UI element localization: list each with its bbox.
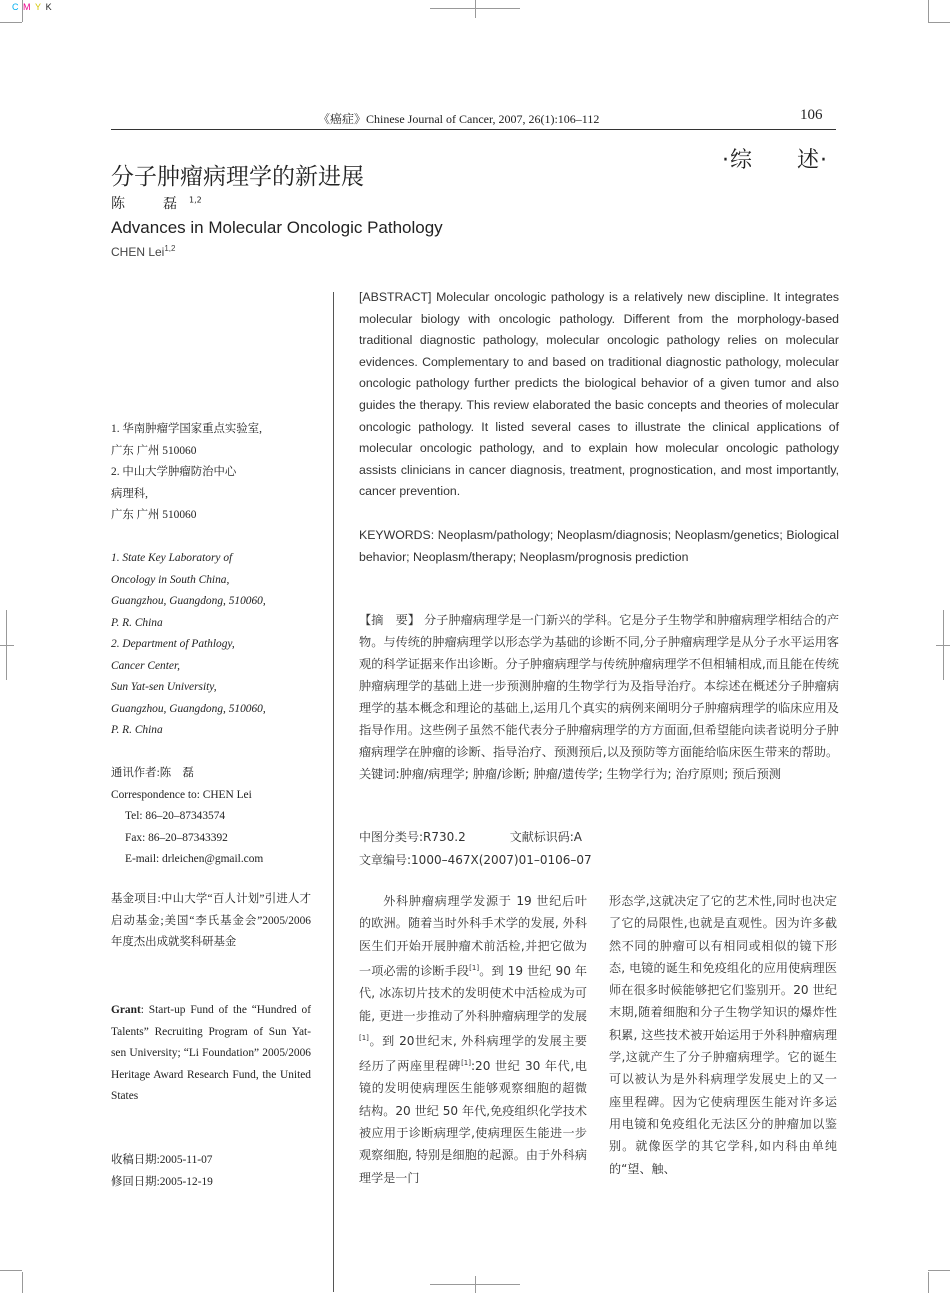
correspondence-cn: 通讯作者:陈 磊 <box>111 767 194 779</box>
keywords-cn: 关键词:肿瘤/病理学; 肿瘤/诊断; 肿瘤/遗传学; 生物学行为; 治疗原则; 预后预测 <box>359 767 781 781</box>
body-text: 外科肿瘤病理学发源于 19 世纪后叶的欧洲。随着当时外科手术学的发展, 外科医生们开始开展肿瘤术前活检,并把它做为一项必需的诊断手段 <box>359 894 587 978</box>
affiliation-line: 2. Department of Pathlogy, <box>111 638 235 650</box>
author-en-sup: 1,2 <box>164 244 176 253</box>
fax: Fax: 86–20–87343392 <box>125 831 228 844</box>
affiliation-line: Oncology in South China, <box>111 573 230 586</box>
grant-en-block <box>111 1000 311 1108</box>
author-cn-sup: 1,2 <box>189 195 202 205</box>
clc-number: 中图分类号:R730.2 <box>359 830 466 844</box>
body-text: :20 世纪 30 年代,电镜的发明使病理医生能够观察细胞的超微结构。20 世纪 50 年代,免疫组织化学技术被应用于诊断病理学,使病理医生能进一步观察细胞, 特别是细胞的起源。由于外科病理学是一门 <box>359 1059 587 1185</box>
received-date: 收稿日期:2005-11-07 <box>111 1154 213 1166</box>
affiliation-line: Sun Yat-sen University, <box>111 681 217 693</box>
crop-mark <box>0 1270 22 1271</box>
crop-mark <box>928 1272 929 1293</box>
correspondence-en: Correspondence to: CHEN Lei <box>111 788 252 801</box>
keywords-label: KEYWORDS: <box>359 528 435 542</box>
article-number: 文章编号:1000–467X(2007)01–0106–07 <box>359 853 592 867</box>
page-number: 106 <box>800 107 823 123</box>
fund-cn <box>111 889 311 954</box>
fund-cn-text: 基金项目:中山大学“百人计划”引进人才启动基金;美国“李氏基金会”2005/2006 年度杰出成就奖科研基金 <box>111 893 311 948</box>
crop-mark <box>0 645 14 646</box>
abstract-cn-text: 分子肿瘤病理学是一门新兴的学科。它是分子生物学和肿瘤病理学相结合的产物。与传统的肿瘤病理学以形态学为基础的诊断不同,分子肿瘤病理学是从分子水平运用客观的科学证据来作出诊断。分子肿瘤病理学与传统肿瘤病理学不但相辅相成,而且能在传统肿瘤病理学的基础上进一步预测肿瘤的生物学行为及指导治疗。本综述在概述分子肿瘤病理学的基本概念和理论的基础上,运用几个真实的病例来阐明分子肿瘤病理学的临床应用及指导作用。这些例子虽然不能代表分子肿瘤病理学的方方面面,但希望能向读者说明分子肿瘤病理学在肿瘤的诊断、指导治疗、预测预后,以及预防等方面能给临床医生带来的帮助。 <box>359 613 840 759</box>
citation[interactable]: [1] <box>359 1033 369 1042</box>
abstract-text: Molecular oncologic pathology is a relatively new discipline. It integrates molecular biology with oncologic pathology. Different from the morphology-based traditional diagnostic pathology, molecular oncologic pathology relies on molecular evidences. Complementary to and based on traditional diagnostic pathology, molecular oncologic pathology further predicts the biological behavior of a given tumor and also guides the therapy. This review elaborated the basic concepts and theories of molecular oncologic pathology. It listed several cases to illustrate the clinical applications of molecular oncologic pathology, and to explain how molecular oncologic pathology assists clinicians in cancer diagnosis, treatment, prognostication, and most importantly, cancer prevention. <box>359 290 839 499</box>
body-column-1 <box>359 890 587 1189</box>
dates <box>111 1150 321 1193</box>
running-header: 《癌症》Chinese Journal of Cancer, 2007, 26(1):106–112 <box>318 112 600 126</box>
crop-mark <box>475 0 476 18</box>
citation[interactable]: [1] <box>469 963 480 972</box>
abstract-en <box>359 287 839 503</box>
doc-code: 文献标识码:A <box>509 830 583 844</box>
body-column-2: 形态学,这就决定了它的艺术性,同时也决定了它的局限性,也就是直观性。因为许多截然不同的肿瘤可以有相同或相似的镜下形态, 电镜的诞生和免疫组化的应用使病理医师在很多时候能够把它们鉴别开。20 世纪末期,随着细胞和分子生物学知识的爆炸性积累, 这些技术被开始运用于外科肿瘤病理学,这就产生了分子肿瘤病理学。它的诞生可以被认为是外科病理学发展史上的又一座里程碑。因为它使病理医生能对许多运用电镜和免疫组化无法区分的肿瘤加以鉴别。就像医学的其它学科,如内科由单纯的“望、触、 <box>609 894 837 1176</box>
header-rule <box>111 129 836 130</box>
affiliation-line: 广东 广州 510060 <box>111 509 197 521</box>
cmyk-y: Y <box>35 2 43 12</box>
cmyk-k: K <box>45 2 53 12</box>
cmyk-marker <box>12 2 53 12</box>
affiliations-cn <box>111 419 321 527</box>
crop-mark <box>928 1270 950 1271</box>
title-en: Advances in Molecular Oncologic Pathology <box>111 218 443 237</box>
section-label-part: 述· <box>797 148 828 173</box>
title-cn: 分子肿瘤病理学的新进展 <box>111 164 364 190</box>
affiliation-line: 2. 中山大学肿瘤防治中心 <box>111 466 237 478</box>
crop-mark <box>475 1276 476 1293</box>
crop-mark <box>928 0 929 22</box>
body-text: 。到 19 世纪 90 年代, 冰冻切片技术的发明使术中活检成为可能, 更进一步推动了外科肿瘤病理学的发展 <box>359 963 587 1023</box>
correspondence <box>111 763 321 871</box>
revised-date: 修回日期:2005-12-19 <box>111 1175 213 1188</box>
author-en-name: CHEN Lei <box>111 245 165 259</box>
abstract-cn-label: 【摘 要】 <box>359 613 421 627</box>
affiliation-line: 病理科, <box>111 487 149 500</box>
body-text: 。到 20世纪末, 外科病理学的发展主要经历了两座里程碑 <box>359 1033 587 1074</box>
column-divider <box>333 292 334 1292</box>
author-cn <box>111 193 202 213</box>
crop-mark <box>22 1272 23 1293</box>
affiliation-line: 1. State Key Laboratory of <box>111 552 233 564</box>
affiliation-line: 1. 华南肿瘤学国家重点实验室, <box>111 423 262 435</box>
section-label <box>722 143 828 174</box>
section-label-part: ·综 <box>722 148 753 173</box>
abstract-cn <box>359 609 839 785</box>
crop-mark <box>943 610 944 680</box>
cmyk-c: C <box>12 2 20 12</box>
citation[interactable]: [1] <box>461 1059 471 1068</box>
affiliation-line: 广东 广州 510060 <box>111 444 197 457</box>
keywords-en <box>359 525 839 568</box>
grant-label: Grant <box>111 1004 141 1016</box>
author-cn-name: 陈 磊 <box>111 196 189 212</box>
grant-text: : Start-up Fund of the “Hundred of Talents” Recruiting Program of Sun Yat-sen University; “Li Foundation” 2005/2006 Heritage Award Research Fund, the United States <box>111 1004 311 1102</box>
affiliations-en <box>111 548 321 742</box>
email[interactable]: E-mail: drleichen@gmail.com <box>125 853 264 865</box>
classification-line <box>359 828 582 845</box>
crop-mark <box>928 22 950 23</box>
affiliation-line: Cancer Center, <box>111 659 180 672</box>
affiliation-line: Guangzhou, Guangdong, 510060, <box>111 595 266 607</box>
cmyk-m: M <box>23 2 32 12</box>
abstract-label: [ABSTRACT] <box>359 290 432 304</box>
affiliation-line: Guangzhou, Guangdong, 510060, <box>111 702 266 715</box>
author-en <box>111 244 175 259</box>
crop-mark <box>22 0 23 22</box>
tel: Tel: 86–20–87343574 <box>125 810 226 822</box>
keywords-text: Neoplasm/pathology; Neoplasm/diagnosis; Neoplasm/genetics; Biological behavior; Neoplasm/therapy; Neoplasm/prognosis prediction <box>359 528 839 564</box>
grant-en <box>111 1000 311 1108</box>
affiliation-line: P. R. China <box>111 616 163 629</box>
crop-mark <box>0 22 22 23</box>
affiliation-line: P. R. China <box>111 724 163 736</box>
crop-mark <box>6 610 7 680</box>
